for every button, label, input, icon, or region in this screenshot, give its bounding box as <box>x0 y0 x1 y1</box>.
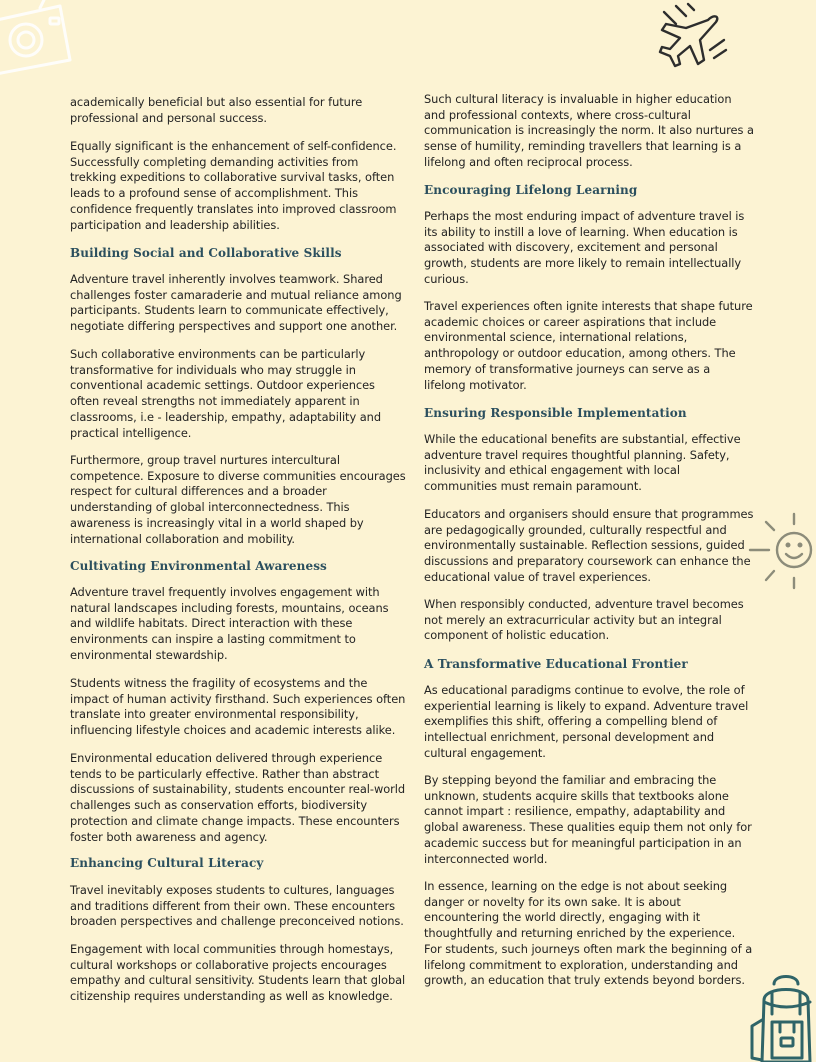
section-heading-culture: Enhancing Cultural Literacy <box>70 856 264 870</box>
paragraph: Travel inevitably exposes students to cultures, languages and traditions different from their own. These encounters broaden perspectives and challenge preconceived notions. <box>70 883 404 929</box>
paragraph: Environmental education delivered through experience tends to be particularly effective. Rather than abstract discussions of sustainability, students encounter real-world challenges such as conservation efforts, biodiversity protection and climate change impacts. These encounters foster both awareness and agency. <box>70 751 406 844</box>
paragraph: When responsibly conducted, adventure travel becomes not merely an extracurricular activity but an integral component of holistic education. <box>424 597 744 643</box>
paragraph: Perhaps the most enduring impact of adventure travel is its ability to instill a love of learning. When education is associated with discovery, excitement and personal growth, students are more likely to remain intellectually curious. <box>424 209 745 286</box>
backpack-icon <box>748 970 816 1062</box>
paragraph: As educational paradigms continue to evolve, the role of experiential learning is likely to expand. Adventure travel exemplifies this shift, offering a compelling blend of intellectual enrichment, personal development and cultural engagement. <box>424 683 749 760</box>
section-heading-responsible: Ensuring Responsible Implementation <box>424 406 687 420</box>
paragraph: While the educational benefits are substantial, effective adventure travel requires thoughtful planning. Safety, inclusivity and ethical engagement with local communities must remain paramount. <box>424 432 741 494</box>
paragraph: Educators and organisers should ensure that programmes are pedagogically grounded, culturally respectful and environmentally sustainable. Reflection sessions, guided discussions and preparatory coursework can enhance the educational value of travel experiences. <box>424 507 754 584</box>
paragraph: Travel experiences often ignite interests that shape future academic choices or career aspirations that include environmental science, international relations, anthropology or outdoor education, among others. The memory of transformative journeys can serve as a lifelong motivator. <box>424 299 753 392</box>
paragraph: Furthermore, group travel nurtures intercultural competence. Exposure to diverse communities encourages respect for cultural differences and a broader understanding of global interconnectedness. This awareness is increasingly vital in a world shaped by international collaboration and mobility. <box>70 453 406 546</box>
paragraph: By stepping beyond the familiar and embracing the unknown, students acquire skills that textbooks alone cannot impart : resilience, empathy, adaptability and global awareness. These qualities equip them not only for academic success but for meaningful participation in an interconnected world. <box>424 773 752 866</box>
paragraph: academically beneficial but also essential for future professional and personal success. <box>70 95 363 125</box>
section-heading-environment: Cultivating Environmental Awareness <box>70 559 327 573</box>
paragraph: Adventure travel inherently involves teamwork. Shared challenges foster camaraderie and mutual reliance among participants. Students learn to communicate effectively, negotiate differing perspectives and support one another. <box>70 272 402 334</box>
section-heading-frontier: A Transformative Educational Frontier <box>424 657 688 671</box>
paragraph: Students witness the fragility of ecosystems and the impact of human activity firsthand. Such experiences often translate into greater environmental responsibility, influencing lifestyle choices and academic interests alike. <box>70 676 406 738</box>
paragraph: Equally significant is the enhancement of self-confidence. Successfully completing demanding activities from trekking expeditions to collaborative survival tasks, often leads to a profound sense of accomplishment. This confidence frequently translates into improved classroom participation and leadership abilities. <box>70 139 397 232</box>
section-heading-social: Building Social and Collaborative Skills <box>70 246 342 260</box>
sun-icon <box>744 508 816 598</box>
airplane-icon <box>640 2 740 74</box>
paragraph: Adventure travel frequently involves engagement with natural landscapes including forests, mountains, oceans and wildlife habitats. Direct interaction with these environments can inspire a lasting commitment to environmental stewardship. <box>70 585 389 662</box>
paragraph: Such collaborative environments can be particularly transformative for individuals who may struggle in conventional academic settings. Outdoor experiences often reveal strengths not immediately apparent in classrooms, i.e - leadership, empathy, adaptability and practical intelligence. <box>70 347 382 440</box>
paragraph: Engagement with local communities through homestays, cultural workshops or collaborative projects encourages empathy and cultural sensitivity. Students learn that global citizenship requires understanding as well as knowledge. <box>70 942 406 1004</box>
paragraph: In essence, learning on the edge is not about seeking danger or novelty for its own sake. It is about encountering the world directly, engaging with it thoughtfully and returning enriched by the experience. For students, such journeys often mark the beginning of a lifelong commitment to exploration, understanding and growth, an education that truly extends beyond borders. <box>424 879 753 988</box>
camera-icon <box>0 0 80 80</box>
section-heading-lifelong: Encouraging Lifelong Learning <box>424 183 638 197</box>
paragraph: Such cultural literacy is invaluable in higher education and professional contexts, where cross-cultural communication is increasingly the norm. It also nurtures a sense of humility, reminding travellers that learning is a lifelong and often reciprocal process. <box>424 92 754 169</box>
